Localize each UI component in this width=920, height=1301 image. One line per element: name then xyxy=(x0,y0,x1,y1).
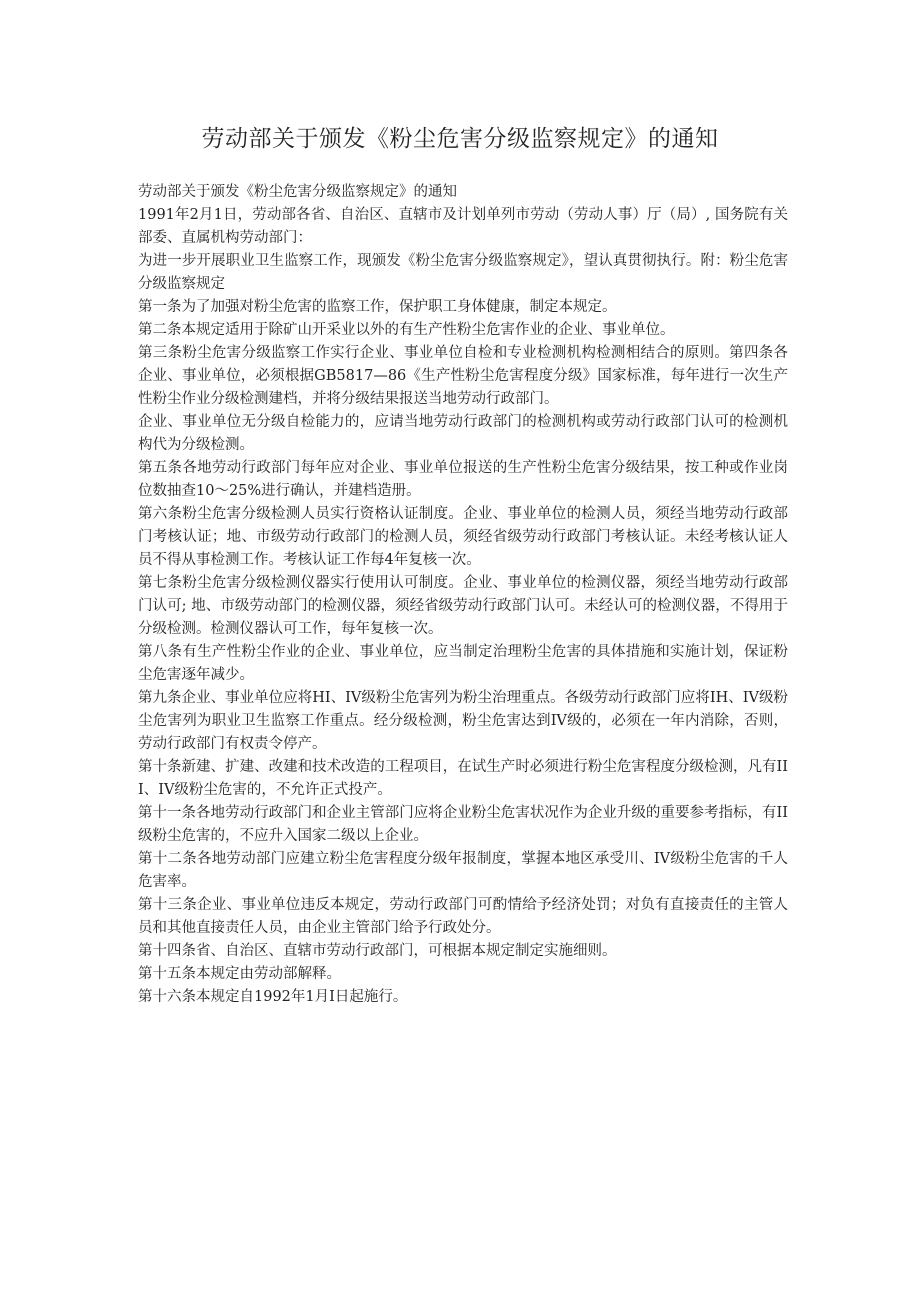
document-title: 劳动部关于颁发《粉尘危害分级监察规定》的通知 xyxy=(201,126,719,152)
paragraph-article-3-4: 第三条粉尘危害分级监察工作实行企业、事业单位自检和专业检测机构检测相结合的原则。第四条各企业、事业单位，必须根据GB5817—86《生产性粉尘危害程度分级》国家标准，每年进行一次生产性粉尘作业分级检测建档，并将分级结果报送当地劳动行政部门。 xyxy=(138,345,788,407)
paragraph-intro: 为进一步开展职业卫生监察工作，现颁发《粉尘危害分级监察规定》，望认真贯彻执行。附：粉尘危害分级监察规定 xyxy=(138,253,788,292)
document-body xyxy=(138,181,788,1009)
paragraph-article-10: 第十条新建、扩建、改建和技术改造的工程项目，在试生产时必须进行粉尘危害程度分级检测，凡有III、IV级粉尘危害的，不允许正式投产。 xyxy=(138,759,788,798)
paragraph-article-15: 第十五条本规定由劳动部解释。 xyxy=(138,966,341,982)
paragraph-article-8: 第八条有生产性粉尘作业的企业、事业单位，应当制定治理粉尘危害的具体措施和实施计划，保证粉尘危害逐年减少。 xyxy=(138,644,788,683)
paragraph-article-1: 第一条为了加强对粉尘危害的监察工作，保护职工身体健康，制定本规定。 xyxy=(138,299,617,315)
paragraph-article-11: 第十一条各地劳动行政部门和企业主管部门应将企业粉尘危害状况作为企业升级的重要参考指标，有II级粉尘危害的，不应升入国家二级以上企业。 xyxy=(138,805,788,844)
paragraph-article-7: 第七条粉尘危害分级检测仪器实行使用认可制度。企业、事业单位的检测仪器，须经当地劳动行政部门认可; 地、市级劳动部门的检测仪器，须经省级劳动行政部门认可。未经认可的检测仪器，不得用于分级检测。检测仪器认可工作，每年复核一次。 xyxy=(138,575,788,637)
paragraph-article-6: 第六条粉尘危害分级检测人员实行资格认证制度。企业、事业单位的检测人员，须经当地劳动行政部门考核认证；地、市级劳动行政部门的检测人员，须经省级劳动行政部门考核认证。未经考核认证人员不得从事检测工作。考核认证工作每4年复核一次。 xyxy=(138,506,788,568)
paragraph-article-12: 第十二条各地劳动部门应建立粉尘危害程度分级年报制度，掌握本地区承受川、IV级粉尘危害的千人危害率。 xyxy=(138,851,788,890)
paragraph-article-13: 第十三条企业、事业单位违反本规定，劳动行政部门可酌情给予经济处罚；对负有直接责任的主管人员和其他直接责任人员，由企业主管部门给予行政处分。 xyxy=(138,897,788,936)
paragraph-article-5: 第五条各地劳动行政部门每年应对企业、事业单位报送的生产性粉尘危害分级结果，按工种或作业岗位数抽查10～25%进行确认，并建档造册。 xyxy=(138,460,788,499)
paragraph-article-16: 第十六条本规定自1992年1月I日起施行。 xyxy=(138,989,408,1005)
paragraph-date-recipients: 1991年2月1日，劳动部各省、自治区、直辖市及计划单列市劳动（劳动人事）厅（局）, 国务院有关部委、直属机构劳动部门： xyxy=(138,207,788,246)
paragraph-heading: 劳动部关于颁发《粉尘危害分级监察规定》的通知 xyxy=(138,184,457,200)
paragraph-article-4-cont: 企业、事业单位无分级自检能力的，应请当地劳动行政部门的检测机构或劳动行政部门认可的检测机构代为分级检测。 xyxy=(138,414,788,453)
paragraph-article-2: 第二条本规定适用于除矿山开采业以外的有生产性粉尘危害作业的企业、事业单位。 xyxy=(138,322,675,338)
paragraph-article-9: 第九条企业、事业单位应将HI、IV级粉尘危害列为粉尘治理重点。各级劳动行政部门应将IH、IV级粉尘危害列为职业卫生监察工作重点。经分级检测，粉尘危害达到IV级的，必须在一年内消除，否则，劳动行政部门有权责令停产。 xyxy=(138,690,788,752)
paragraph-article-14: 第十四条省、自治区、直辖市劳动行政部门，可根据本规定制定实施细则。 xyxy=(138,943,617,959)
